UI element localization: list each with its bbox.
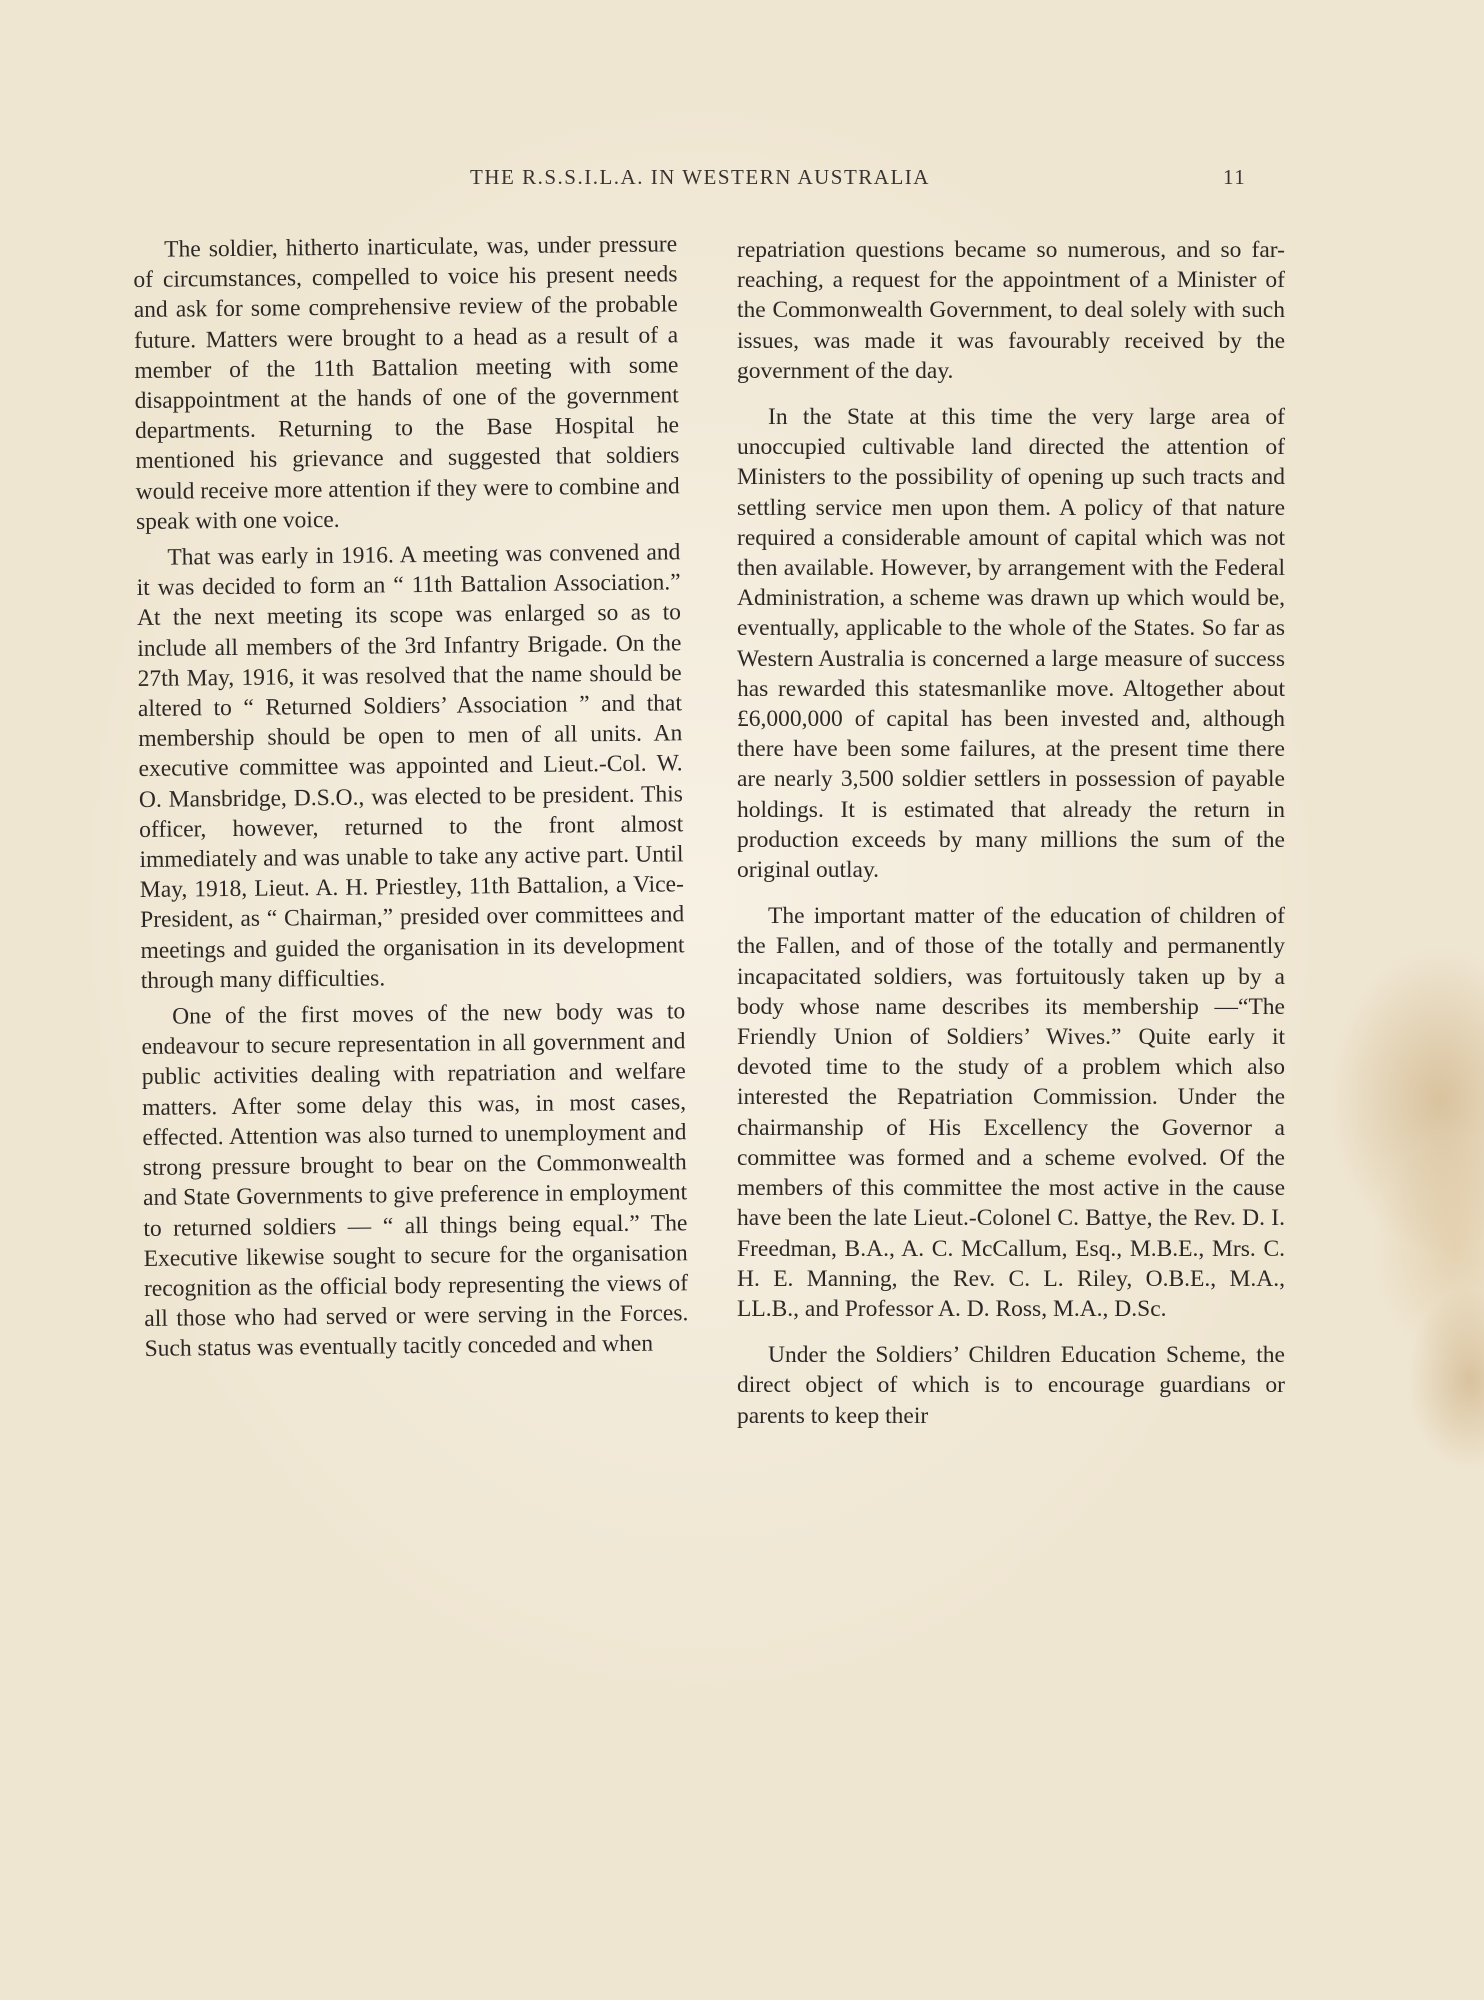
running-header — [0, 165, 1484, 195]
paragraph-education-children: The important matter of the education of children of the Fallen, and of those of the totally and permanently incapacitated soldiers, was fortuitously taken up by a body whose name describes its membership —“The Friendly Union of Soldiers’ Wives.” Quite early it devoted time to the study of a problem which also interested the Repatriation Commission. Under the chairmanship of His Excellency the Governor a committee was formed and a scheme evolved. Of the members of this committee the most active in the cause have been the late Lieut.-Colonel C. Battye, the Rev. D. I. Freedman, B.A., A. C. McCallum, Esq., M.B.E., Mrs. C. H. E. Manning, the Rev. C. L. Riley, O.B.E., M.A., LL.B., and Professor A. D. Ross, M.A., D.Sc. — [737, 903, 1285, 1322]
running-title: THE R.S.S.I.L.A. IN WESTERN AUSTRALIA — [470, 165, 930, 189]
right-column — [737, 235, 1285, 1437]
left-column — [133, 229, 689, 1370]
paragraph-early-1916: That was early in 1916. A meeting was convened and it was decided to form an “ 11th Battalion Association.” At the next meeting its scope was enlarged so as to include all members of the 3rd Infantry Brigade. On the 27th May, 1916, it was resolved that the name should be altered to “ Returned Soldiers’ Association ” and that membership should be open to men of all units. An executive committee was appointed and Lieut.-Col. W. O. Mansbridge, D.S.O., was elected to be president. This officer, however, returned to the front almost immediately and was unable to take any active part. Until May, 1918, Lieut. A. H. Priestley, 11th Battalion, a Vice-President, as “ Chairman,” presided over committees and meetings and guided the organisation in its development through many difficulties. — [136, 539, 685, 994]
paragraph-education-scheme: Under the Soldiers’ Children Education Scheme, the direct object of which is to encourage guardians or parents to keep their — [737, 1342, 1285, 1429]
paragraph-repatriation-questions: repatriation questions became so numerous, and so far-reaching, a request for the appointment of a Minister of the Commonwealth Government, to deal solely with such issues, was made it was favourably received by the government of the day. — [737, 237, 1285, 384]
paragraph-soldier-inarticulate: The soldier, hitherto inarticulate, was, under pressure of circumstances, compelled to voice his present needs and ask for some comprehensive review of the probable future. Matters were brought to a head as a result of a member of the 11th Battalion meeting with some disappointment at the hands of one of the government departments. Returning to the Base Hospital he mentioned his grievance and suggested that soldiers would receive more attention if they were to combine and speak with one voice. — [133, 231, 680, 535]
page-number: 11 — [1223, 165, 1247, 189]
paragraph-first-moves: One of the first moves of the new body was to endeavour to secure representation in all government and public activities dealing with repatriation and welfare matters. After some delay this was, in most cases, effected. Attention was also turned to unemployment and strong pressure brought to bear on the Commonwealth and State Governments to give preference in employment to returned soldiers — “ all things being equal.” The Executive likewise sought to secure for the organisation recognition as the official body representing the views of all those who had served or were serving in the Forces. Such status was eventually tacitly conceded and when — [141, 998, 689, 1363]
paragraph-land-settlement: In the State at this time the very large area of unoccupied cultivable land directed the attention of Ministers to the possibility of opening up such tracts and settling service men upon them. A policy of that nature required a considerable amount of capital which was not then available. However, by arrangement with the Federal Administration, a scheme was drawn up which would be, eventually, applicable to the whole of the States. So far as Western Australia is concerned a large measure of success has rewarded this statesmanlike move. Altogether about £6,000,000 of capital has been invested and, although there have been some failures, at the present time there are nearly 3,500 soldier settlers in possession of payable holdings. It is estimated that already the return in production exceeds by many millions the sum of the original outlay. — [737, 404, 1285, 884]
